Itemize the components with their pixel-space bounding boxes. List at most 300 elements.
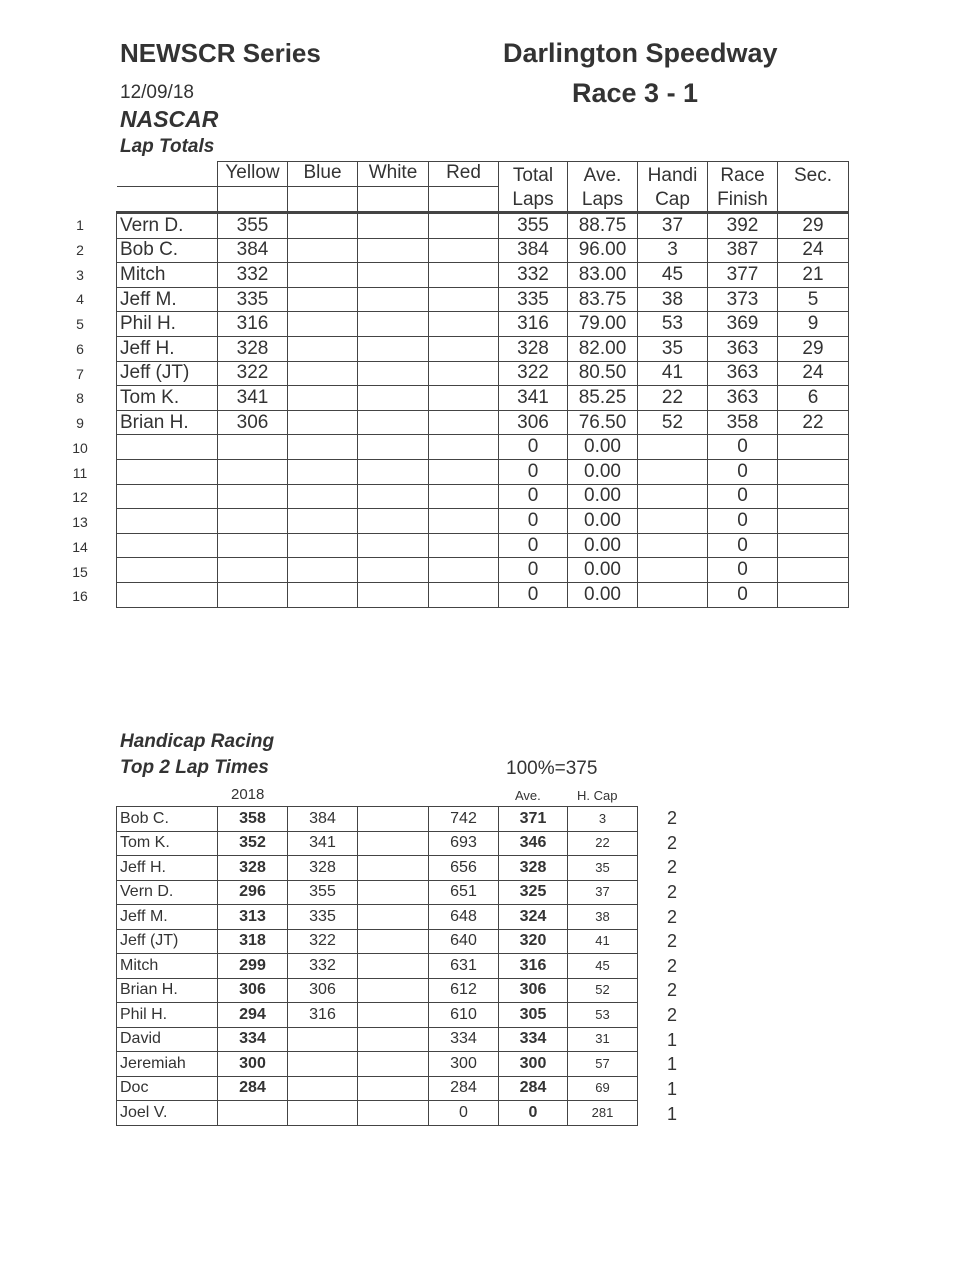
- cell-blank: [358, 978, 429, 1003]
- cell-name: Jeff M.: [117, 905, 218, 930]
- cell-name: [117, 459, 218, 484]
- cell-ave: 0.00: [568, 558, 638, 583]
- cell-sec: 29: [778, 213, 849, 239]
- cell-sec: 21: [778, 263, 849, 288]
- table-row: [117, 954, 638, 979]
- cell-total: 0: [499, 582, 568, 607]
- cell-sum: 0: [429, 1101, 499, 1126]
- series-title: NEWSCR Series: [120, 38, 321, 68]
- cell-ave: 306: [499, 978, 568, 1003]
- cell-finish: 387: [708, 238, 778, 263]
- col-race-bottom: Finish: [708, 187, 778, 213]
- cell-hcap: 35: [568, 856, 638, 881]
- cell-ave: 0.00: [568, 484, 638, 509]
- table-row: [117, 856, 638, 881]
- handicap-table: [116, 806, 638, 1126]
- cell-name: [117, 484, 218, 509]
- cell-hcap: 41: [568, 929, 638, 954]
- cell-finish: 0: [708, 558, 778, 583]
- cell-second: 355: [288, 880, 358, 905]
- cell-blue: [288, 484, 358, 509]
- handicap-subtitle: Top 2 Lap Times: [120, 757, 269, 778]
- cell-yellow: 306: [218, 410, 288, 435]
- cell-handicap: [638, 484, 708, 509]
- cell-name: Doc: [117, 1076, 218, 1101]
- cell-ave: 305: [499, 1003, 568, 1028]
- cell-name: Brian H.: [117, 978, 218, 1003]
- row-number: 10: [72, 439, 88, 456]
- table-row: [117, 410, 849, 435]
- cell-red: [429, 459, 499, 484]
- cell-hcap: 38: [568, 905, 638, 930]
- cell-yellow: 341: [218, 386, 288, 411]
- hcap-label: H. Cap: [577, 788, 618, 803]
- cell-white: [358, 435, 429, 460]
- cell-total: 328: [499, 336, 568, 361]
- cell-blank: [358, 831, 429, 856]
- cell-handicap: [638, 509, 708, 534]
- cell-blank: [358, 929, 429, 954]
- cell-sec: 24: [778, 238, 849, 263]
- cell-white: [358, 287, 429, 312]
- cell-blank: [358, 905, 429, 930]
- cell-sec: 22: [778, 410, 849, 435]
- row-number: 5: [76, 316, 84, 332]
- cell-blank: [358, 1076, 429, 1101]
- table-row: [117, 905, 638, 930]
- cell-blue: [288, 361, 358, 386]
- cell-yellow: [218, 533, 288, 558]
- header-cell: [288, 187, 358, 213]
- cell-blank: [358, 1101, 429, 1126]
- cell-blank: [358, 807, 429, 832]
- cell-red: [429, 336, 499, 361]
- cell-yellow: [218, 484, 288, 509]
- table-row: [117, 929, 638, 954]
- cell-total: 316: [499, 312, 568, 337]
- cell-red: [429, 263, 499, 288]
- col-handi-bottom: Cap: [638, 187, 708, 213]
- cell-second: 322: [288, 929, 358, 954]
- cell-finish: 0: [708, 582, 778, 607]
- row-number: 2: [76, 241, 84, 258]
- cell-sec: 6: [778, 386, 849, 411]
- cell-yellow: [218, 435, 288, 460]
- table-row: [117, 238, 849, 263]
- cell-sum: 284: [429, 1076, 499, 1101]
- col-ave-bottom: Laps: [568, 187, 638, 213]
- cell-ave: 96.00: [568, 238, 638, 263]
- cell-handicap: 38: [638, 287, 708, 312]
- table-row: [117, 1003, 638, 1028]
- cell-ave: 316: [499, 954, 568, 979]
- cell-finish: 0: [708, 484, 778, 509]
- race-count: 2: [666, 1005, 677, 1026]
- cell-white: [358, 509, 429, 534]
- cell-sum: 300: [429, 1052, 499, 1077]
- cell-white: [358, 558, 429, 583]
- row-number: 8: [76, 390, 84, 407]
- cell-yellow: [218, 582, 288, 607]
- table-row: [117, 831, 638, 856]
- cell-sum: 693: [429, 831, 499, 856]
- cell-blank: [358, 1027, 429, 1052]
- cell-sum: 656: [429, 856, 499, 881]
- cell-second: 332: [288, 954, 358, 979]
- cell-blank: [358, 1052, 429, 1077]
- table-row: [117, 1076, 638, 1101]
- row-number: 11: [72, 464, 88, 481]
- cell-yellow: [218, 459, 288, 484]
- cell-best: 296: [218, 880, 288, 905]
- cell-white: [358, 336, 429, 361]
- cell-total: 0: [499, 509, 568, 534]
- table-row: [117, 213, 849, 239]
- cell-handicap: [638, 533, 708, 558]
- cell-sec: [778, 509, 849, 534]
- row-number: 1: [76, 217, 84, 233]
- cell-hcap: 57: [568, 1052, 638, 1077]
- race-count: 2: [666, 881, 677, 902]
- col-blue: Blue: [288, 162, 358, 187]
- race-count: 2: [666, 808, 677, 828]
- cell-blue: [288, 410, 358, 435]
- cell-name: [117, 509, 218, 534]
- cell-name: Jeff (JT): [117, 929, 218, 954]
- table-row: [117, 312, 849, 337]
- row-number: 15: [72, 563, 88, 580]
- cell-yellow: 332: [218, 263, 288, 288]
- cell-red: [429, 582, 499, 607]
- cell-finish: 0: [708, 435, 778, 460]
- cell-ave: 328: [499, 856, 568, 881]
- race-title: Race 3 - 1: [572, 78, 699, 108]
- col-total-bottom: Laps: [499, 187, 568, 213]
- cell-sec: [778, 435, 849, 460]
- cell-second: [288, 1027, 358, 1052]
- cell-blank: [358, 856, 429, 881]
- race-count: 1: [666, 1029, 677, 1050]
- cell-total: 322: [499, 361, 568, 386]
- cell-best: 328: [218, 856, 288, 881]
- cell-blue: [288, 558, 358, 583]
- table-row: [117, 880, 638, 905]
- race-count: 1: [666, 1079, 677, 1100]
- cell-finish: 373: [708, 287, 778, 312]
- table-row: [117, 1101, 638, 1126]
- cell-sum: 612: [429, 978, 499, 1003]
- cell-second: 341: [288, 831, 358, 856]
- cell-yellow: 384: [218, 238, 288, 263]
- cell-name: Phil H.: [117, 312, 218, 337]
- cell-sec: [778, 484, 849, 509]
- cell-sec: 24: [778, 361, 849, 386]
- cell-ave: 0: [499, 1101, 568, 1126]
- cell-name: David: [117, 1027, 218, 1052]
- cell-total: 0: [499, 533, 568, 558]
- col-race-top: Race: [708, 162, 778, 187]
- cell-hcap: 52: [568, 978, 638, 1003]
- race-count: 2: [666, 906, 677, 927]
- cell-white: [358, 263, 429, 288]
- cell-white: [358, 484, 429, 509]
- cell-name: [117, 435, 218, 460]
- col-white: White: [358, 162, 429, 187]
- cell-white: [358, 213, 429, 239]
- cell-sum: 742: [429, 807, 499, 832]
- cell-second: [288, 1076, 358, 1101]
- cell-ave: 334: [499, 1027, 568, 1052]
- cell-ave: 320: [499, 929, 568, 954]
- cell-name: Phil H.: [117, 1003, 218, 1028]
- race-count: 2: [666, 931, 677, 952]
- cell-red: [429, 410, 499, 435]
- cell-blue: [288, 582, 358, 607]
- cell-ave: 0.00: [568, 435, 638, 460]
- cell-sum: 648: [429, 905, 499, 930]
- cell-sec: [778, 582, 849, 607]
- cell-best: 299: [218, 954, 288, 979]
- cell-name: [117, 558, 218, 583]
- cell-total: 0: [499, 484, 568, 509]
- cell-best: 306: [218, 978, 288, 1003]
- cell-handicap: 52: [638, 410, 708, 435]
- cell-name: Jeff M.: [117, 287, 218, 312]
- cell-sec: 5: [778, 287, 849, 312]
- cell-best: 313: [218, 905, 288, 930]
- cell-ave: 76.50: [568, 410, 638, 435]
- table-row: [117, 484, 849, 509]
- cell-best: 284: [218, 1076, 288, 1101]
- category-label: NASCAR: [120, 106, 219, 132]
- row-number: 14: [72, 538, 88, 555]
- cell-finish: 0: [708, 459, 778, 484]
- cell-total: 335: [499, 287, 568, 312]
- cell-yellow: 316: [218, 312, 288, 337]
- cell-finish: 392: [708, 213, 778, 239]
- cell-red: [429, 386, 499, 411]
- cell-blue: [288, 263, 358, 288]
- cell-handicap: 37: [638, 213, 708, 239]
- cell-handicap: 35: [638, 336, 708, 361]
- cell-blue: [288, 386, 358, 411]
- cell-ave: 88.75: [568, 213, 638, 239]
- row-numbers: [60, 213, 100, 609]
- cell-yellow: 322: [218, 361, 288, 386]
- cell-red: [429, 435, 499, 460]
- cell-best: 294: [218, 1003, 288, 1028]
- year-label: 2018: [231, 786, 265, 803]
- cell-ave: 79.00: [568, 312, 638, 337]
- cell-sum: 651: [429, 880, 499, 905]
- cell-total: 332: [499, 263, 568, 288]
- table-row: [117, 263, 849, 288]
- cell-hcap: 281: [568, 1101, 638, 1126]
- cell-blank: [358, 880, 429, 905]
- cell-second: 328: [288, 856, 358, 881]
- cell-name: Mitch: [117, 263, 218, 288]
- cell-finish: 377: [708, 263, 778, 288]
- cell-sec: [778, 533, 849, 558]
- table-row: [117, 1027, 638, 1052]
- cell-hcap: 31: [568, 1027, 638, 1052]
- cell-total: 384: [499, 238, 568, 263]
- cell-name: Tom K.: [117, 831, 218, 856]
- cell-blue: [288, 533, 358, 558]
- cell-total: 0: [499, 459, 568, 484]
- cell-yellow: 328: [218, 336, 288, 361]
- table-row: [117, 287, 849, 312]
- row-number: 9: [76, 415, 84, 431]
- row-number: 7: [76, 365, 84, 382]
- header-cell: [218, 187, 288, 213]
- cell-white: [358, 410, 429, 435]
- cell-finish: 363: [708, 361, 778, 386]
- percent-note: 100%=375: [506, 758, 598, 779]
- cell-name: Vern D.: [117, 880, 218, 905]
- table-row: [117, 1052, 638, 1077]
- table-row: [117, 361, 849, 386]
- cell-hcap: 37: [568, 880, 638, 905]
- col-ave-top: Ave.: [568, 162, 638, 187]
- cell-yellow: 335: [218, 287, 288, 312]
- cell-name: Jeff H.: [117, 336, 218, 361]
- table-row: [117, 386, 849, 411]
- cell-finish: 358: [708, 410, 778, 435]
- race-count: 2: [666, 980, 677, 1001]
- cell-white: [358, 582, 429, 607]
- cell-ave: 325: [499, 880, 568, 905]
- cell-handicap: 22: [638, 386, 708, 411]
- cell-red: [429, 312, 499, 337]
- table-row: [117, 807, 638, 832]
- cell-name: Mitch: [117, 954, 218, 979]
- cell-ave: 324: [499, 905, 568, 930]
- cell-blue: [288, 336, 358, 361]
- cell-finish: 0: [708, 509, 778, 534]
- header-blank: [117, 162, 218, 187]
- col-sec: Sec.: [778, 162, 849, 187]
- table-row: [117, 509, 849, 534]
- col-total-top: Total: [499, 162, 568, 187]
- cell-red: [429, 484, 499, 509]
- ave-label: Ave.: [515, 788, 541, 803]
- cell-handicap: 3: [638, 238, 708, 263]
- row-number: 3: [76, 266, 84, 283]
- table-row: [117, 336, 849, 361]
- cell-handicap: [638, 558, 708, 583]
- cell-red: [429, 533, 499, 558]
- cell-red: [429, 361, 499, 386]
- cell-name: Bob C.: [117, 238, 218, 263]
- cell-red: [429, 287, 499, 312]
- cell-ave: 284: [499, 1076, 568, 1101]
- cell-best: 358: [218, 807, 288, 832]
- cell-sum: 640: [429, 929, 499, 954]
- row-number: 13: [72, 514, 88, 530]
- cell-sec: [778, 558, 849, 583]
- cell-best: 300: [218, 1052, 288, 1077]
- cell-name: [117, 582, 218, 607]
- cell-hcap: 22: [568, 831, 638, 856]
- cell-name: Joel V.: [117, 1101, 218, 1126]
- cell-second: [288, 1101, 358, 1126]
- cell-name: [117, 533, 218, 558]
- cell-white: [358, 459, 429, 484]
- table-row: [117, 459, 849, 484]
- cell-name: Jeff H.: [117, 856, 218, 881]
- cell-blue: [288, 459, 358, 484]
- section-label: Lap Totals: [120, 136, 215, 157]
- race-count: 2: [666, 955, 677, 976]
- cell-blue: [288, 213, 358, 239]
- cell-blank: [358, 954, 429, 979]
- cell-red: [429, 558, 499, 583]
- col-red: Red: [429, 162, 499, 187]
- lap-totals-table: [116, 161, 849, 608]
- cell-name: Vern D.: [117, 213, 218, 239]
- cell-blue: [288, 238, 358, 263]
- cell-ave: 0.00: [568, 533, 638, 558]
- cell-handicap: [638, 435, 708, 460]
- cell-handicap: 53: [638, 312, 708, 337]
- cell-handicap: [638, 459, 708, 484]
- cell-handicap: [638, 582, 708, 607]
- cell-blue: [288, 509, 358, 534]
- cell-ave: 346: [499, 831, 568, 856]
- cell-blank: [358, 1003, 429, 1028]
- race-counts: [660, 806, 684, 1126]
- cell-sum: 610: [429, 1003, 499, 1028]
- cell-blue: [288, 312, 358, 337]
- cell-ave: 83.00: [568, 263, 638, 288]
- cell-finish: 363: [708, 386, 778, 411]
- handicap-title: Handicap Racing: [120, 731, 275, 752]
- row-number: 6: [76, 340, 84, 357]
- cell-red: [429, 509, 499, 534]
- row-number: 12: [72, 489, 88, 506]
- col-yellow: Yellow: [218, 162, 288, 187]
- cell-best: 334: [218, 1027, 288, 1052]
- cell-handicap: 45: [638, 263, 708, 288]
- cell-sum: 631: [429, 954, 499, 979]
- header-cell: [778, 187, 849, 213]
- cell-yellow: 355: [218, 213, 288, 239]
- cell-finish: 363: [708, 336, 778, 361]
- cell-white: [358, 312, 429, 337]
- cell-finish: 0: [708, 533, 778, 558]
- cell-total: 0: [499, 435, 568, 460]
- cell-ave: 83.75: [568, 287, 638, 312]
- header-cell: [429, 187, 499, 213]
- cell-finish: 369: [708, 312, 778, 337]
- race-count: 2: [666, 857, 677, 878]
- cell-white: [358, 238, 429, 263]
- cell-ave: 0.00: [568, 582, 638, 607]
- cell-total: 355: [499, 213, 568, 239]
- race-count: 2: [666, 832, 677, 853]
- cell-name: Tom K.: [117, 386, 218, 411]
- cell-red: [429, 213, 499, 239]
- cell-name: Jeremiah: [117, 1052, 218, 1077]
- race-count: 1: [666, 1054, 677, 1075]
- cell-red: [429, 238, 499, 263]
- cell-yellow: [218, 558, 288, 583]
- cell-ave: 371: [499, 807, 568, 832]
- table-row: [117, 582, 849, 607]
- cell-white: [358, 533, 429, 558]
- cell-handicap: 41: [638, 361, 708, 386]
